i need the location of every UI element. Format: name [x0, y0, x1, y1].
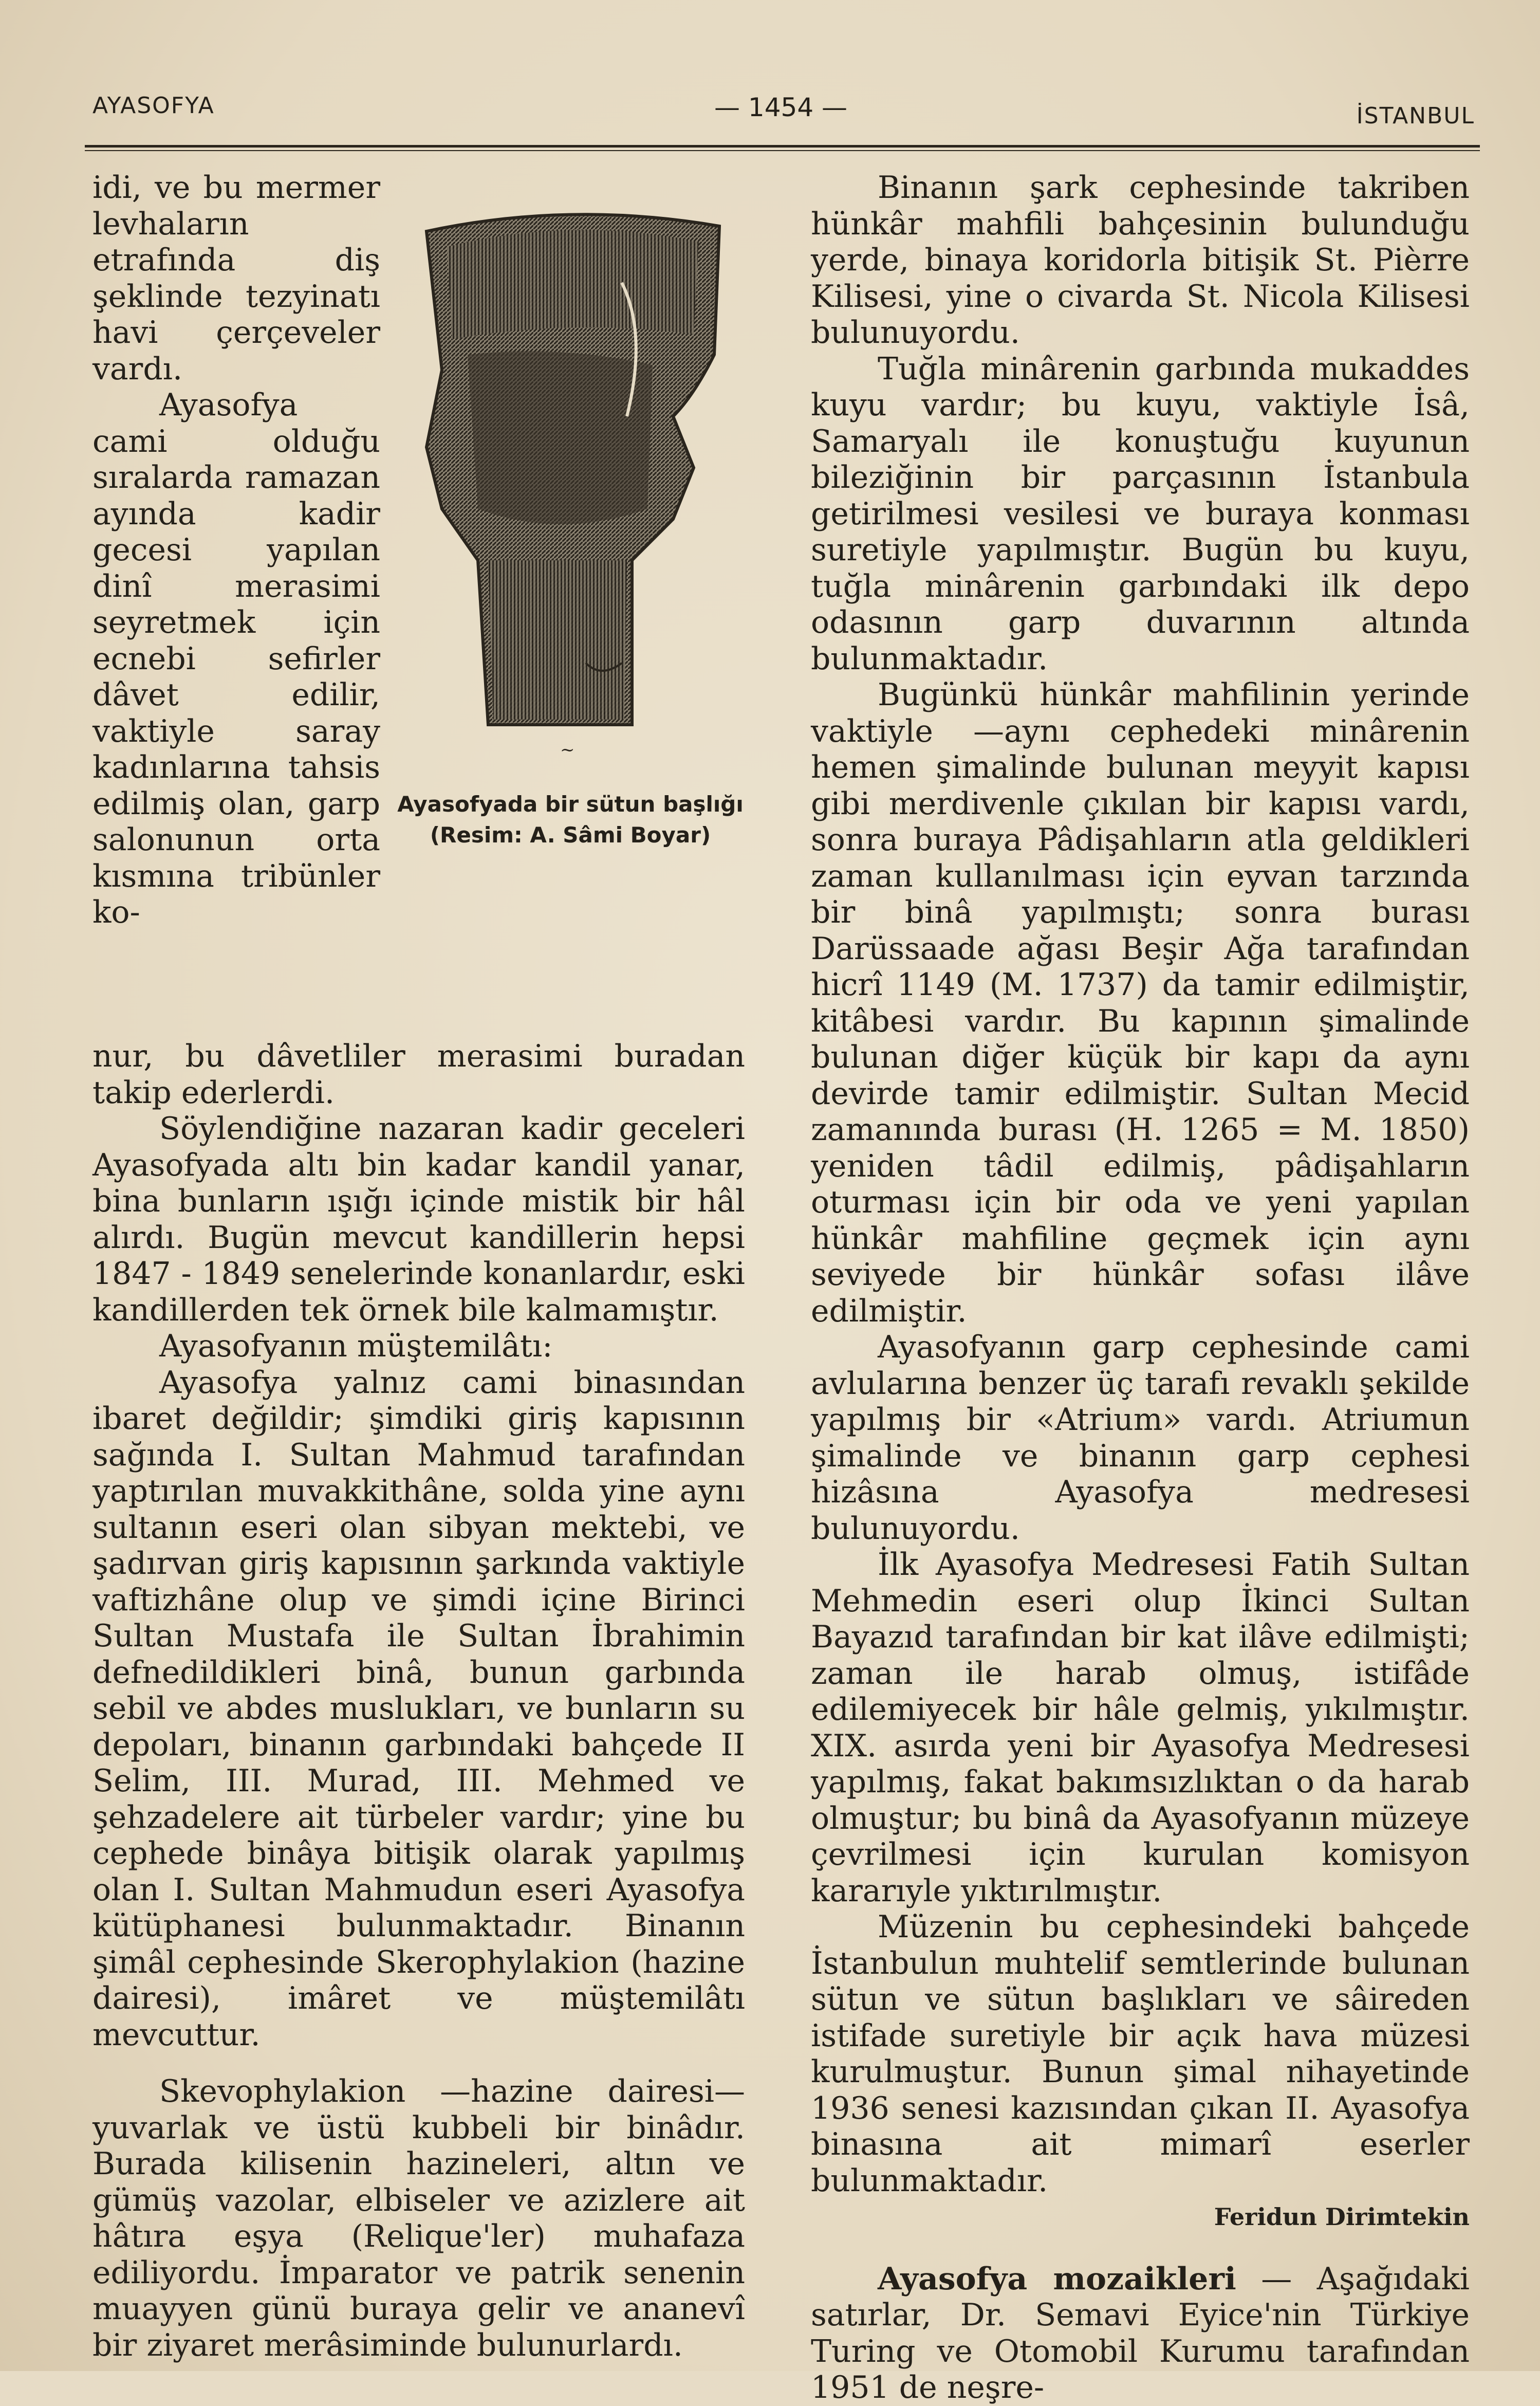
- svg-text:~: ~: [560, 740, 575, 760]
- caption-title: Ayasofyada bir sütun başlığı: [397, 792, 744, 817]
- author-signature: Feridun Dirimtekin: [1214, 2203, 1470, 2231]
- paragraph: Ayasofya yalnız cami binasından ibaret değildir; şimdiki giriş kapısının sağında I. Sultan Mahmud tarafından yaptırılan muvakkithâne, solda yine aynı sultanın eseri olan sibyan mektebi, ve şadırvan giriş kapısının şarkında vaktiyle vaftizhâne olup ve şimdi içine Birinci Sultan Mustafa ile Sultan İbrahimin defnedildikleri binâ, bunun garbında sebil ve abdes muslukları, ve bunların su depoları, binanın garbındaki bahçede II Selim, III. Murad, III. Mehmed ve şehzadelere ait türbeler vardır; yine bu cephede binâya bitişik olarak yapılmış olan I. Sultan Mahmudun eseri Ayasofya kütüphanesi bulunmaktadır. Binanın şimâl cephesinde Skerophylakion (hazine dairesi), imâret ve müştemilâtı mevcuttur.: [92, 1364, 745, 2053]
- header-section-title: AYASOFYA: [92, 93, 215, 119]
- paragraph: idi, ve bu mermer levhaların etrafında diş şeklinde tezyinatı havi çerçeveler vardı.: [92, 170, 380, 387]
- section-lead: Ayasofya mozaikleri: [878, 2261, 1236, 2297]
- paragraph: Ayasofyanın garp cephesinde cami avlularına benzer üç tarafı revaklı şekilde yapılmış bir «Atrium» vardı. Atriumun şimalinde ve binanın garp cephesi hizâsına Ayasofya medresesi bulunuyordu.: [811, 1329, 1470, 1547]
- paragraph: Ayasofya cami olduğu sıralarda ramazan ayında kadir gecesi yapılan dinî merasimi seyretmek için ecnebi sefirler dâvet edilir, vaktiyle saray kadınlarına tahsis edilmiş olan, garp salonunun orta kısmına tribünler ko-: [92, 387, 380, 930]
- section-lead-text: — Aşağıdaki satırlar, Dr. Semavi Eyice'nin Türkiye Turing ve Otomobil Kurumu tarafından 1951 de neşre-: [811, 2261, 1470, 2405]
- section-heading: Ayasofyanın müştemilâtı:: [159, 1328, 553, 1364]
- header-volume-title: İSTANBUL: [1356, 103, 1475, 129]
- paragraph: Söylendiğine nazaran kadir geceleri Ayasofyada altı bin kadar kandil yanar, bina bunların ışığı içinde mistik bir hâl alırdı. Bugün mevcut kandillerin hepsi 1847 - 1849 senelerinde konanlardır, eski kandillerden tek örnek bile kalmamıştır.: [92, 1111, 745, 1328]
- left-column-full-text: [92, 1038, 745, 2363]
- header-rule-thin: [85, 150, 1480, 151]
- right-column: [811, 170, 1470, 2406]
- paragraph: Tuğla minârenin garbında mukaddes kuyu vardır; bu kuyu, vaktiyle İsâ, Samaryalı ile konuştuğu kuyunun bileziğinin bir parçasının İstanbula getirilmesi vesilesi ve buraya konması suretiyle yapılmıştır. Bugün bu kuyu, tuğla minârenin garbındaki ilk depo odasının garp duvarının altında bulunmaktadır.: [811, 351, 1470, 677]
- column-capital-figure: [396, 200, 745, 869]
- paragraph: İlk Ayasofya Medresesi Fatih Sultan Mehmedin eseri olup İkinci Sultan Bayazıd tarafından bir kat ilâve edilmişti; zaman ile harab olmuş, istifâde edilemiyecek bir hâle gelmiş, yıkılmıştır. XIX. asırda yeni bir Ayasofya Medresesi yapılmış, fakat bakımsızlıktan o da harab olmuştur; bu binâ da Ayasofyanın müzeye çevrilmesi için kurulan komisyon kararıyle yıktırılmıştır.: [811, 1547, 1470, 1909]
- paragraph: nur, bu dâvetliler merasimi buradan takip ederlerdi.: [92, 1038, 745, 1111]
- running-header: [92, 87, 1475, 144]
- left-column-narrow-text: [92, 170, 380, 931]
- header-rule: [85, 145, 1480, 148]
- paragraph: Skevophylakion —hazine dairesi— yuvarlak ve üstü kubbeli bir binâdır. Burada kilisenin hazineleri, altın ve gümüş vazolar, elbiseler ve azizlere ait hâtıra eşya (Relique'ler) muhafaza ediliyordu. İmparator ve patrik senenin muayyen günü buraya gelir ve ananevî bir ziyaret merâsiminde bulunurlardı.: [92, 2073, 745, 2363]
- page-number: — 1454 —: [714, 93, 848, 122]
- paragraph: [811, 2261, 1470, 2406]
- paragraph: Binanın şark cephesinde takriben hünkâr mahfili bahçesinin bulunduğu yerde, binaya koridorla bitişik St. Pièrre Kilisesi, yine o civarda St. Nicola Kilisesi bulunuyordu.: [811, 170, 1470, 351]
- column-capital-illustration: [406, 200, 735, 776]
- paragraph: Bugünkü hünkâr mahfilinin yerinde vaktiyle —aynı cephedeki minârenin hemen şimalinde bulunan meyyit kapısı gibi merdivenle çıkılan bir kapısı vardı, sonra buraya Pâdişahların atla geldikleri zaman kullanılması için eyvan tarzında bir binâ yapılmıştı; sonra burası Darüssaade ağası Beşir Ağa tarafından hicrî 1149 (M. 1737) da tamir edilmiştir, kitâbesi vardır. Bu kapının şimalinde bulunan diğer küçük bir kapı da aynı devirde tamir edilmiştir. Sultan Mecid zamanında burası (H. 1265 = M. 1850) yeniden tâdil edilmiş, pâdişahların oturması için bir oda ve yeni yapılan hünkâr mahfiline geçmek için aynı seviyede bir hünkâr sofası ilâve edilmiştir.: [811, 677, 1470, 1329]
- paragraph: Müzenin bu cephesindeki bahçede İstanbulun muhtelif semtlerinde bulunan sütun ve sütun başlıkları ve sâireden istifade suretiyle bir açık hava müzesi kurulmuştur. Bunun şimal nihayetinde 1936 senesi kazısından çıkan II. Ayasofya binasına ait mimarî eserler bulunmaktadır.: [811, 1909, 1470, 2199]
- figure-caption: [396, 789, 745, 851]
- caption-credit: (Resim: A. Sâmi Boyar): [430, 822, 711, 848]
